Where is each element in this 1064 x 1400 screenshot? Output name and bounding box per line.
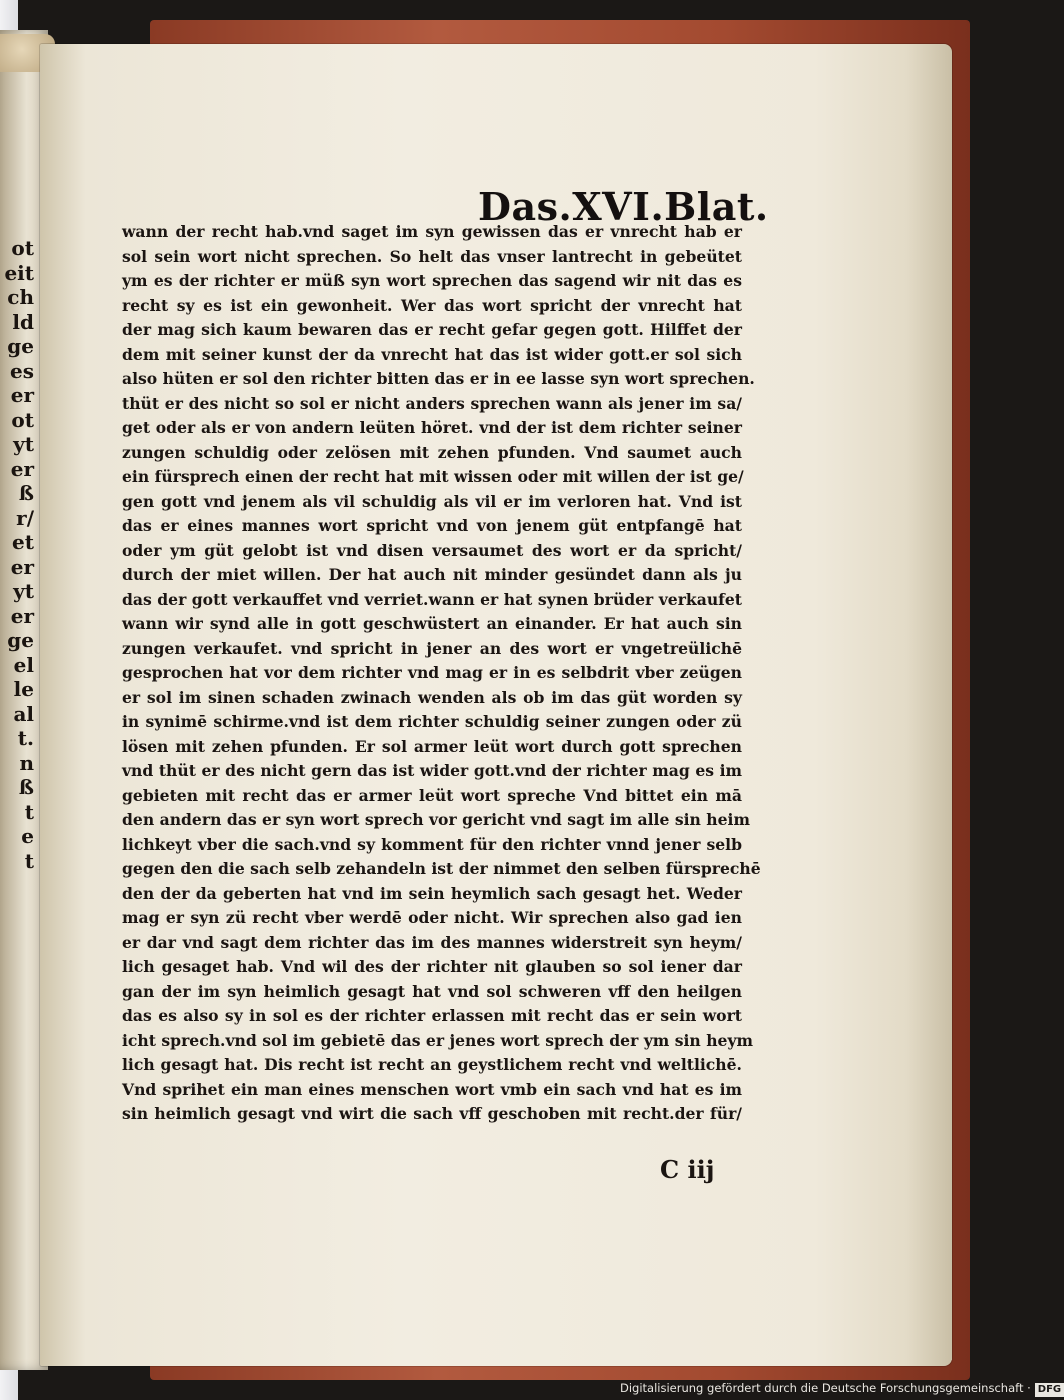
text-line: lich gesagt hat. Dis recht ist recht an geystlichem recht vnd weltlichē. [122,1055,742,1074]
text-line: der mag sich kaum bewaren das er recht gefar gegen gott. Hilffet der [122,320,742,339]
page-heading: Das.XVI.Blat. [478,184,769,229]
margin-fragment: yt [13,432,34,456]
text-line: recht sy es ist ein gewonheit. Wer das wort spricht der vnrecht hat [122,295,742,315]
text-line: das der gott verkauffet vnd verriet.wann er hat synen brüder verkaufet [122,589,742,609]
text-line: mag er syn zü recht vber werdē oder nicht. Wir sprechen also gad ien [122,908,742,927]
margin-fragment: t [24,799,34,824]
text-line: thüt er des nicht so sol er nicht anders sprechen wann als jener im sa/ [122,393,742,413]
margin-fragment: le [13,677,34,701]
text-line: wann wir synd alle in gott geschwüstert an einander. Er hat auch sin [122,614,742,633]
text-line: das es also sy in sol es der richter erlassen mit recht das er sein wort [122,1006,742,1025]
text-line: Vnd sprihet ein man eines menschen wort vmb ein sach vnd hat es im [122,1079,742,1099]
margin-fragment: er [10,383,34,407]
text-line: zungen verkaufet. vnd spricht in jener an des wort er vngetreülichē [122,638,742,658]
margin-fragment: t. [17,726,34,750]
text-line: lösen mit zehen pfunden. Er sol armer leüt wort durch gott sprechen [122,736,742,756]
margin-fragment: ge [7,628,34,652]
margin-fragment: al [13,701,34,726]
margin-fragment: eit [4,260,34,285]
dfg-logo: DFG [1035,1383,1064,1397]
text-line: er sol im sinen schaden zwinach wenden als ob im das güt worden sy [122,687,742,707]
margin-fragment: n [19,750,34,775]
margin-fragment: er [10,554,34,579]
text-line: sol sein wort nicht sprechen. So helt das vnser lantrecht in gebeütet [122,246,742,266]
text-line: in synimē schirme.vnd ist dem richter schuldig seiner zungen oder zü [122,712,742,731]
left-page-margin-text [0,236,34,956]
text-line: also hüten er sol den richter bitten das er in ee lasse syn wort sprechen. [122,369,755,388]
margin-fragment: ld [12,309,34,334]
text-line: wann der recht hab.vnd saget im syn gewissen das er vnrecht hab er [122,222,742,241]
margin-fragment: er [10,456,34,481]
margin-fragment: es [10,358,34,383]
text-line: den der da geberten hat vnd im sein heymlich sach gesagt het. Weder [122,883,742,903]
text-line: gebieten mit recht das er armer leüt wort spreche Vnd bittet ein mā [122,785,742,805]
margin-fragment: ot [11,236,34,260]
digitization-credit [620,1378,1062,1398]
margin-fragment: e [21,824,34,848]
margin-fragment: ch [7,285,34,309]
margin-fragment: ß [18,481,34,505]
text-line: das er eines mannes wort spricht vnd von jenem güt entpfangē hat [122,516,742,535]
margin-fragment: ot [11,407,34,432]
margin-fragment: ß [18,775,34,799]
text-line: er dar vnd sagt dem richter das im des mannes widerstreit syn heym/ [122,932,742,952]
credit-text: Digitalisierung gefördert durch die Deutsche Forschungsgemeinschaft · [620,1381,1031,1395]
text-line: lichkeyt vber die sach.vnd sy komment für den richter vnnd jener selb [122,834,742,854]
margin-fragment: r/ [16,505,34,530]
margin-fragment: ge [7,334,34,358]
text-line: ym es der richter er müß syn wort sprechen das sagend wir nit das es [122,271,742,290]
text-line: icht sprech.vnd sol im gebietē das er jenes wort sprech der ym sin heym [122,1030,754,1050]
text-line: den andern das er syn wort sprech vor gericht vnd sagt im alle sin heim [122,810,750,829]
text-line: gegen den die sach selb zehandeln ist der nimmet den selben fürsprechē [122,859,761,878]
text-line: durch der miet willen. Der hat auch nit minder gesündet dann als ju [122,565,742,584]
text-line: dem mit seiner kunst der da vnrecht hat das ist wider gott.er sol sich [122,344,742,364]
text-line: vnd thüt er des nicht gern das ist wider gott.vnd der richter mag es im [122,761,742,780]
margin-fragment: yt [13,579,34,603]
text-line: gesprochen hat vor dem richter vnd mag er in es selbdrit vber zeügen [122,663,742,682]
text-line: gan der im syn heimlich gesagt hat vnd sol schweren vff den heilgen [122,981,742,1001]
margin-fragment: el [13,652,34,677]
text-line: gen gott vnd jenem als vil schuldig als vil er im verloren hat. Vnd ist [122,491,742,511]
text-line: get oder als er von andern leüten höret. vnd der ist dem richter seiner [122,418,742,437]
margin-fragment: et [12,530,34,554]
signature-mark: C iij [660,1155,715,1184]
text-line: sin heimlich gesagt vnd wirt die sach vff geschoben mit recht.der für/ [122,1104,742,1123]
margin-fragment: t [24,848,34,873]
margin-fragment: er [10,603,34,628]
page-text-block [122,220,761,1160]
text-line: ein fürsprech einen der recht hat mit wissen oder mit willen der ist ge/ [122,467,744,486]
text-line: oder ym güt gelobt ist vnd disen versaumet des wort er da spricht/ [122,540,742,560]
text-line: lich gesaget hab. Vnd wil des der richter nit glauben so sol iener dar [122,957,742,976]
text-line: zungen schuldig oder zelösen mit zehen pfunden. Vnd saumet auch [122,442,742,462]
